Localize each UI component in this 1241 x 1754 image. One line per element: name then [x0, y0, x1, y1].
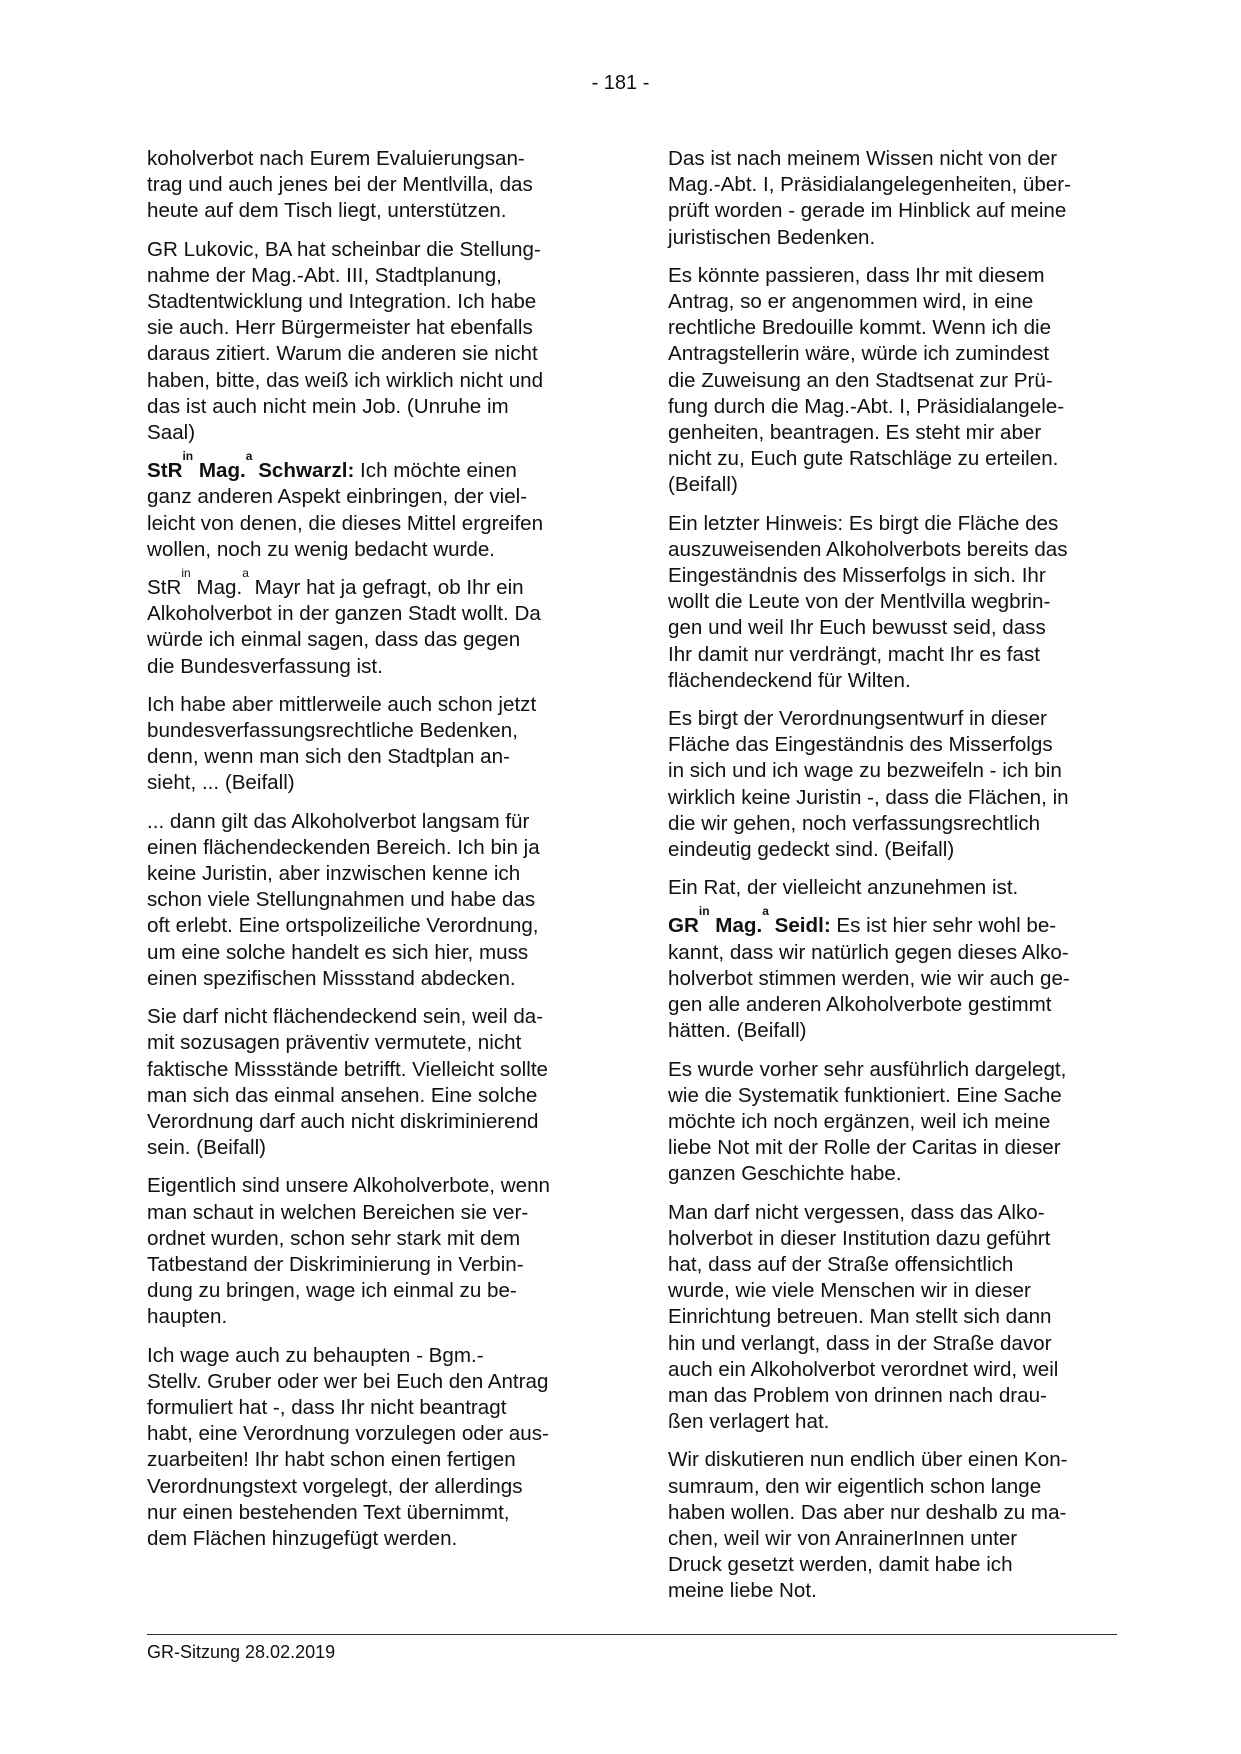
text-line: GR Lukovic, BA hat scheinbar die Stellung-: [147, 237, 541, 261]
text-line: Ich habe aber mittlerweile auch schon jetzt: [147, 692, 537, 716]
text-line: prüft worden - gerade im Hinblick auf meine: [668, 199, 1067, 223]
text-line: einen spezifischen Missstand abdecken.: [147, 966, 516, 990]
title-abbrev: StR: [147, 459, 183, 483]
text-line: man schaut in welchen Bereichen sie ver-: [147, 1200, 529, 1224]
degree-suffix: a: [762, 904, 769, 919]
text-line: heute auf dem Tisch liegt, unterstützen.: [147, 199, 507, 223]
text-line: koholverbot nach Eurem Evaluierungsan-: [147, 147, 525, 170]
text-line: Fläche das Eingeständnis des Misserfolgs: [668, 733, 1053, 757]
text-line: das ist auch nicht mein Job. (Unruhe im: [147, 394, 509, 418]
text-line: Sie darf nicht flächendeckend sein, weil da-: [147, 1005, 544, 1029]
text-line: [147, 449, 602, 484]
title-suffix: in: [182, 449, 194, 464]
text-line: man sich das einmal ansehen. Eine solche: [147, 1083, 538, 1107]
text-line: gen und weil Ihr Euch bewusst seid, dass: [668, 616, 1046, 640]
text-line: die Zuweisung an den Stadtsenat zur Prü-: [668, 368, 1053, 392]
text-line: Saal): [147, 421, 196, 445]
text-line: Druck gesetzt werden, damit habe ich: [668, 1553, 1013, 1577]
footer-divider: [147, 1634, 1117, 1635]
paragraph: [668, 146, 1123, 251]
text-line: Ein letzter Hinweis: Es birgt die Fläche des: [668, 511, 1059, 535]
paragraph: [147, 1004, 602, 1161]
text-line: Antrag, so er angenommen wird, in eine: [668, 290, 1034, 314]
text-line: holverbot in dieser Institution dazu geführt: [668, 1226, 1051, 1250]
text-line: wurde, wie viele Menschen wir in dieser: [668, 1279, 1031, 1303]
text-line: bundesverfassungsrechtliche Bedenken,: [147, 719, 518, 743]
text-line: Antragstellerin wäre, würde ich zumindest: [668, 342, 1050, 366]
text-line: wollen, noch zu wenig bedacht wurde.: [147, 537, 496, 561]
text-line: denn, wenn man sich den Stadtplan an-: [147, 745, 510, 769]
text-line: Verordnungstext vorgelegt, der allerdings: [147, 1474, 523, 1498]
paragraph: [668, 1447, 1123, 1604]
paragraph: [147, 449, 602, 563]
text-line: haben wollen. Das aber nur deshalb zu ma-: [668, 1500, 1067, 1524]
text-line: hätten. (Beifall): [668, 1019, 807, 1043]
title-suffix: in: [181, 566, 191, 581]
text-line: Ein Rat, der vielleicht anzunehmen ist.: [668, 876, 1019, 900]
text-line: sumraum, den wir eigentlich schon lange: [668, 1474, 1042, 1498]
text-line: dem Flächen hinzugefügt werden.: [147, 1526, 458, 1550]
text-line: ordnet wurden, schon sehr stark mit dem: [147, 1226, 521, 1250]
text-line: in sich und ich wage zu bezweifeln - ich bin: [668, 759, 1062, 783]
text-line: ... dann gilt das Alkoholverbot langsam für: [147, 809, 530, 833]
text-line: genheiten, beantragen. Es steht mir aber: [668, 421, 1042, 445]
text-line: habt, eine Verordnung vorzulegen oder aus-: [147, 1422, 549, 1446]
text-line: faktische Missstände betrifft. Vielleicht sollte: [147, 1057, 549, 1081]
text-line: Stadtentwicklung und Integration. Ich habe: [147, 290, 537, 314]
paragraph: [668, 511, 1123, 694]
text-line: trag und auch jenes bei der Mentlvilla, das: [147, 173, 533, 197]
text-line: Ihr damit nur verdrängt, macht Ihr es fast: [668, 642, 1040, 666]
text-line: oft erlebt. Eine ortspolizeiliche Verordnung,: [147, 914, 539, 938]
text-line: ganzen Geschichte habe.: [668, 1162, 902, 1186]
speaker-reference: [147, 566, 249, 600]
text-line: schon viele Stellungnahmen und habe das: [147, 888, 536, 912]
degree-abbrev: Mag.: [709, 914, 763, 938]
text-line: rechtliche Bredouille kommt. Wenn ich die: [668, 316, 1052, 340]
text-line: Es könnte passieren, dass Ihr mit diesem: [668, 263, 1045, 287]
text-line: ganz anderen Aspekt einbringen, der viel-: [147, 485, 528, 509]
degree-suffix: a: [242, 566, 249, 581]
text-line: sieht, ... (Beifall): [147, 771, 295, 795]
text-line: Ich wage auch zu behaupten - Bgm.-: [147, 1343, 484, 1367]
paragraph: [668, 1200, 1123, 1436]
paragraph: [147, 809, 602, 992]
text-line: gen alle anderen Alkoholverbote gestimmt: [668, 993, 1052, 1017]
text-line: (Beifall): [668, 473, 738, 497]
text-line: liebe Not mit der Rolle der Caritas in dieser: [668, 1136, 1061, 1160]
speaker-name: [147, 449, 355, 483]
paragraph: [147, 1343, 602, 1553]
paragraph: [668, 706, 1123, 863]
text-line: Eingeständnis des Misserfolgs in sich. Ihr: [668, 564, 1046, 588]
text-line: nur einen bestehenden Text übernimmt,: [147, 1500, 510, 1524]
page-number: - 181 -: [591, 72, 650, 94]
text-line: zuarbeiten! Ihr habt schon einen fertigen: [147, 1448, 516, 1472]
text-line: auch ein Alkoholverbot verordnet wird, weil: [668, 1357, 1059, 1381]
speaker-surname: Seidl:: [768, 914, 831, 938]
text-line: dung zu bringen, wage ich einmal zu be-: [147, 1279, 517, 1303]
text-line: Stellv. Gruber oder wer bei Euch den Antrag: [147, 1369, 549, 1393]
text-line: um eine solche handelt es sich hier, muss: [147, 940, 529, 964]
title-abbrev: StR: [147, 576, 182, 600]
text-line: chen, weil wir von AnrainerInnen unter: [668, 1526, 1018, 1550]
paragraph: [668, 263, 1123, 499]
degree-abbrev: Mag.: [193, 459, 246, 483]
text-line: leicht von denen, die dieses Mittel ergreifen: [147, 511, 544, 535]
left-column: [147, 146, 602, 1564]
paragraph: [668, 875, 1123, 901]
text-line: man das Problem von drinnen nach drau-: [668, 1383, 1047, 1407]
text-line: meine liebe Not.: [668, 1579, 817, 1603]
paragraph: [147, 237, 602, 447]
paragraph: [147, 566, 602, 680]
text-line: wie die Systematik funktioniert. Eine Sache: [668, 1083, 1062, 1107]
text-line: auszuweisenden Alkoholverbots bereits das: [668, 537, 1068, 561]
text-line: würde ich einmal sagen, dass das gegen: [147, 628, 521, 652]
paragraph: [147, 146, 602, 225]
text-line: die wir gehen, noch verfassungsrechtlich: [668, 811, 1041, 835]
text-line: Alkoholverbot in der ganzen Stadt wollt. Da: [147, 602, 541, 626]
paragraph: [147, 692, 602, 797]
text-line: juristischen Bedenken.: [668, 225, 876, 249]
text-line: flächendeckend für Wilten.: [668, 668, 911, 692]
text-line: sein. (Beifall): [147, 1136, 267, 1160]
text-line: holverbot stimmen werden, wie wir auch ge-: [668, 966, 1070, 990]
title-suffix: in: [698, 904, 710, 919]
text-line: Wir diskutieren nun endlich über einen Kon-: [668, 1448, 1068, 1472]
text-line: keine Juristin, aber inzwischen kenne ich: [147, 862, 521, 886]
text-line: hin und verlangt, dass in der Straße davor: [668, 1331, 1052, 1355]
paragraph: [147, 1173, 602, 1330]
right-column: [668, 146, 1123, 1617]
text-line: [668, 904, 1123, 939]
text-line: Das ist nach meinem Wissen nicht von der: [668, 147, 1058, 170]
line-text: Mayr hat ja gefragt, ob Ihr ein: [248, 576, 524, 600]
degree-suffix: a: [245, 449, 253, 464]
text-line: mit sozusagen präventiv vermutete, nicht: [147, 1031, 522, 1055]
text-line: wirklich keine Juristin -, dass die Flächen, in: [668, 785, 1069, 809]
text-line: Verordnung darf auch nicht diskriminierend: [147, 1109, 539, 1133]
text-line: möchte ich noch ergänzen, weil ich meine: [668, 1109, 1051, 1133]
text-line: wollt die Leute von der Mentlvilla wegbrin-: [668, 590, 1051, 614]
text-line: Tatbestand der Diskriminierung in Verbin-: [147, 1252, 524, 1276]
text-line: Mag.-Abt. I, Präsidialangelegenheiten, über-: [668, 173, 1071, 197]
paragraph: [668, 904, 1123, 1044]
text-line: hat, dass auf der Straße offensichtlich: [668, 1252, 1014, 1276]
line-text: Es ist hier sehr wohl be-: [830, 914, 1057, 938]
text-line: Es birgt der Verordnungsentwurf in dieser: [668, 707, 1047, 731]
text-line: Eigentlich sind unsere Alkoholverbote, wenn: [147, 1174, 550, 1198]
text-line: fung durch die Mag.-Abt. I, Präsidialangele-: [668, 394, 1065, 418]
line-text: Ich möchte einen: [354, 459, 517, 483]
title-abbrev: GR: [668, 914, 699, 938]
text-line: Man darf nicht vergessen, dass das Alko-: [668, 1200, 1045, 1224]
text-line: haben, bitte, das weiß ich wirklich nicht und: [147, 368, 544, 392]
paragraph: [668, 1057, 1123, 1188]
text-line: Einrichtung betreuen. Man stellt sich dann: [668, 1305, 1052, 1329]
text-line: formuliert hat -, dass Ihr nicht beantragt: [147, 1395, 507, 1419]
speaker-surname: Schwarzl:: [252, 459, 355, 483]
text-line: daraus zitiert. Warum die anderen sie nicht: [147, 342, 538, 366]
text-line: die Bundesverfassung ist.: [147, 654, 383, 678]
text-line: sie auch. Herr Bürgermeister hat ebenfalls: [147, 316, 533, 340]
speaker-name: [668, 904, 831, 938]
text-line: einen flächendeckenden Bereich. Ich bin ja: [147, 835, 540, 859]
footer-session-date: GR-Sitzung 28.02.2019: [147, 1642, 336, 1662]
text-line: ßen verlagert hat.: [668, 1410, 830, 1434]
text-line: nahme der Mag.-Abt. III, Stadtplanung,: [147, 263, 502, 287]
text-line: [147, 566, 602, 601]
text-line: eindeutig gedeckt sind. (Beifall): [668, 838, 955, 862]
text-line: Es wurde vorher sehr ausführlich dargelegt,: [668, 1057, 1067, 1081]
degree-abbrev: Mag.: [190, 576, 243, 600]
text-line: haupten.: [147, 1305, 228, 1329]
text-line: nicht zu, Euch gute Ratschläge zu erteilen.: [668, 447, 1059, 471]
text-line: kannt, dass wir natürlich gegen dieses Alko-: [668, 940, 1069, 964]
